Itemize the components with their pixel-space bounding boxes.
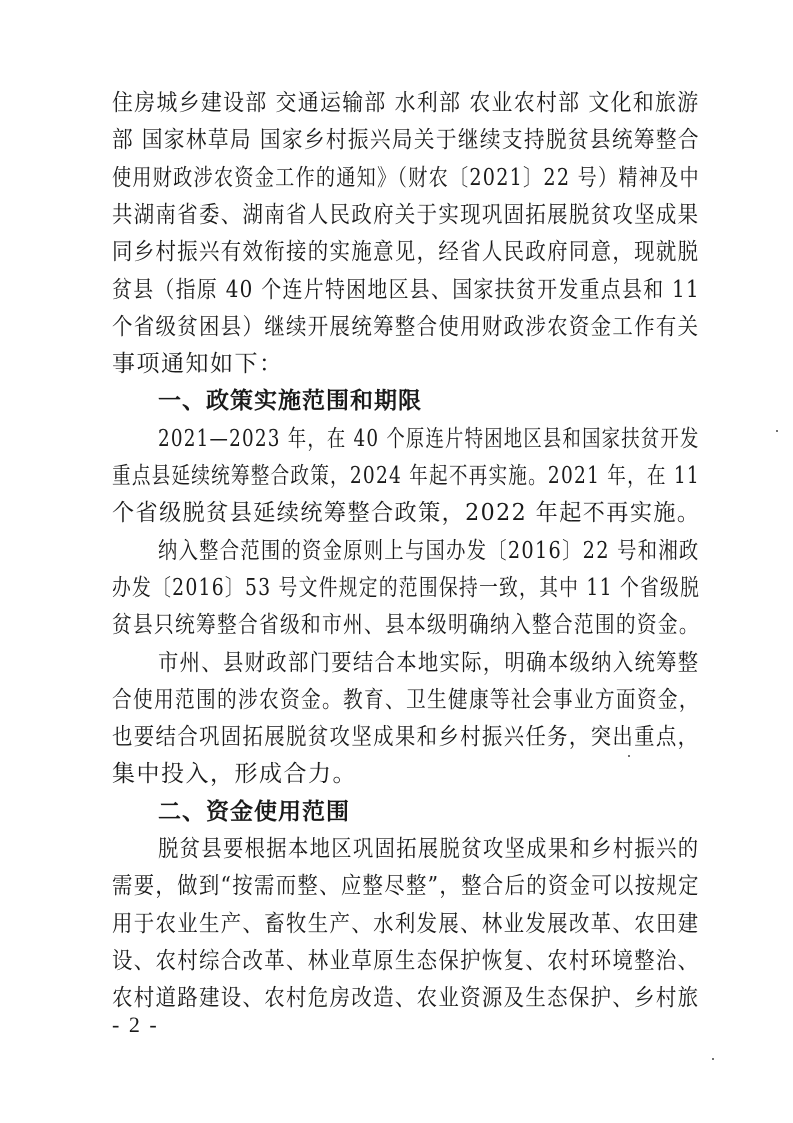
body-line: 集中投入，形成合力。 [112,761,357,788]
scan-speck [712,1058,714,1060]
body-line: 同乡村振兴有效衔接的实施意见，经省人民政府同意，现就脱 [112,239,700,266]
body-line: 脱贫县要根据本地区巩固拓展脱贫攻坚成果和乡村振兴的 [158,836,700,862]
body-line: 事项通知如下： [112,351,284,378]
body-line: 合使用范围的涉农资金。教育、卫生健康等社会事业方面资金， [112,686,700,713]
body-line: 用于农业生产、畜牧生产、水利发展、林业发展改革、农田建 [112,910,700,937]
body-line: 农村道路建设、农村危房改造、农业资源及生态保护、乡村旅 [112,985,700,1012]
body-line: 贫县（指原 40 个连片特困地区县、国家扶贫开发重点县和 11 [112,276,700,303]
body-line: 个省级贫困县）继续开展统筹整合使用财政涉农资金工作有关 [112,313,700,340]
body-line: 也要结合巩固拓展脱贫攻坚成果和乡村振兴任务，突出重点， [112,724,700,751]
body-line: 需要，做到“按需而整、应整尽整”，整合后的资金可以按规定 [112,873,700,900]
body-line: 共湖南省委、湖南省人民政府关于实现巩固拓展脱贫攻坚成果 [112,201,700,228]
section-heading-2: 二、资金使用范围 [158,798,350,825]
body-line: 部 国家林草局 国家乡村振兴局关于继续支持脱贫县统筹整合 [112,127,700,154]
body-line: 设、农村综合改革、林业草原生态保护恢复、农村环境整治、 [112,947,700,974]
scan-speck [628,755,630,757]
body-line: 纳入整合范围的资金原则上与国办发〔2016〕22 号和湘政 [158,537,700,564]
body-line: 贫县只统筹整合省级和市州、县本级明确纳入整合范围的资金。 [112,612,700,639]
body-line: 使用财政涉农资金工作的通知》（财农〔2021〕22 号）精神及中 [112,164,700,191]
body-line: 办发〔2016〕53 号文件规定的范围保持一致，其中 11 个省级脱 [112,574,701,601]
section-heading-1: 一、政策实施范围和期限 [158,388,422,415]
body-line: 住房城乡建设部 交通运输部 水利部 农业农村部 文化和旅游 [112,90,700,116]
body-line: 个省级脱贫县延续统筹整合政策，2022 年起不再实施。 [112,500,701,527]
body-line: 2021—2023 年，在 40 个原连片特困地区县和国家扶贫开发 [158,425,700,452]
scan-speck [776,430,778,432]
body-line: 市州、县财政部门要结合本地实际，明确本级纳入统筹整 [158,649,700,676]
body-line: 重点县延续统筹整合政策，2024 年起不再实施。2021 年，在 11 [112,463,700,489]
page-number: - 2 - [112,1012,159,1037]
